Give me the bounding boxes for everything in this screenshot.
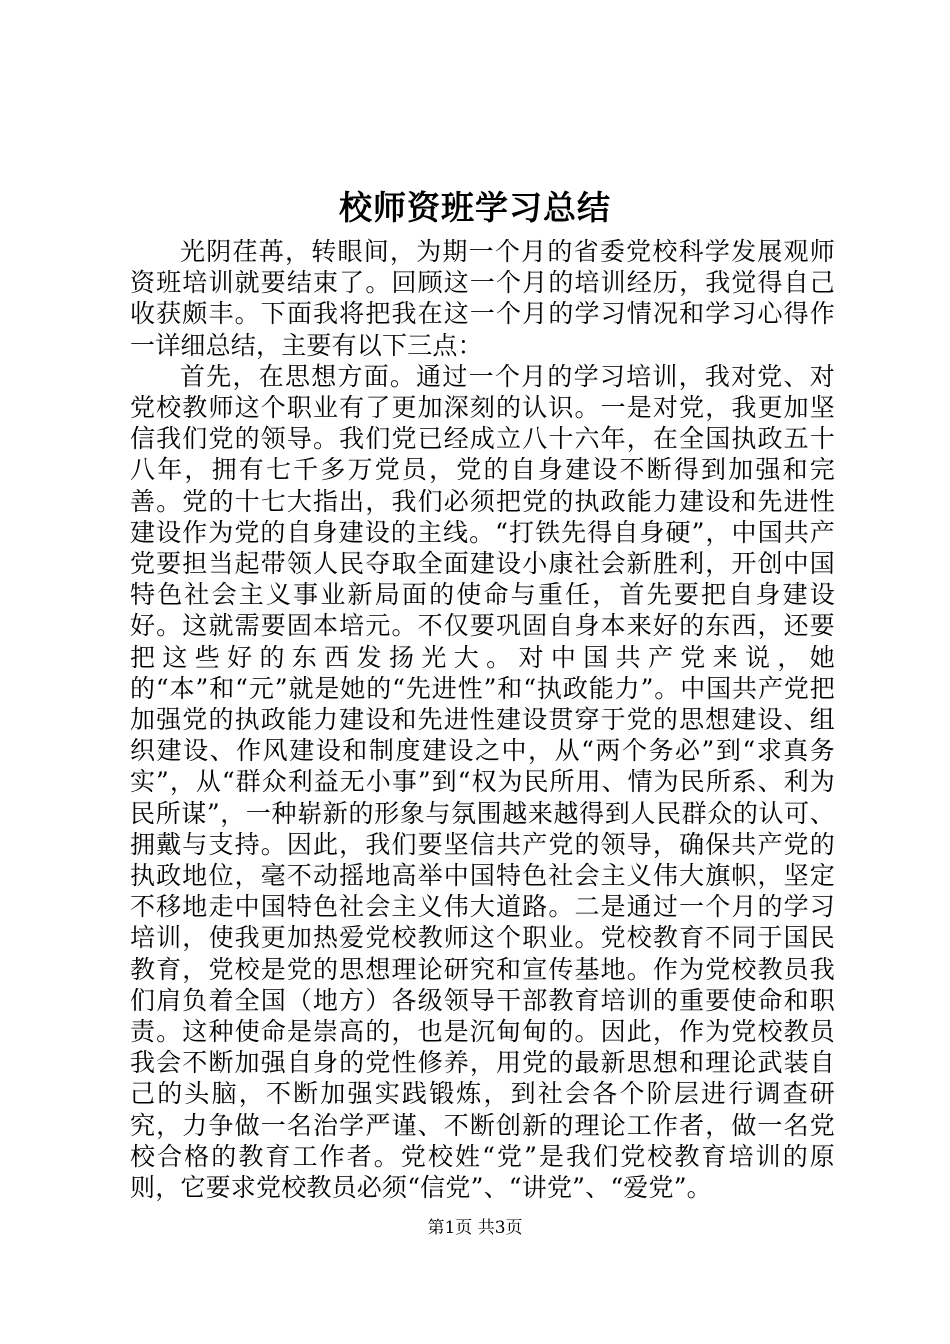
page-number-footer: 第1页 共3页 [427,1218,523,1238]
document-body [130,236,835,1203]
paragraph-first-point: 首先，在思想方面。通过一个月的学习培训，我对党、对党校教师这个职业有了更加深刻的认识。一是对党，我更加坚信我们党的领导。我们党已经成立八十六年，在全国执政五十八年，拥有七千多万党员，党的自身建设不断得到加强和完善。党的十七大指出，我们必须把党的执政能力建设和先进性建设作为党的自身建设的主线。“打铁先得自身硬”，中国共产党要担当起带领人民夺取全面建设小康社会新胜利，开创中国特色社会主义事业新局面的使命与重任，首先要把自身建设好。这就需要固本培元。不仅要巩固自身本来好的东西，还要把这些好的东西发扬光大。对中国共产党来说，她的“本”和“元”就是她的“先进性”和“执政能力”。中国共产党把加强党的执政能力建设和先进性建设贯穿于党的思想建设、组织建设、作风建设和制度建设之中，从“两个务必”到“求真务实”，从“群众利益无小事”到“权为民所用、情为民所系、利为民所谋”，一种崭新的形象与氛围越来越得到人民群众的认可、拥戴与支持。因此，我们要坚信共产党的领导，确保共产党的执政地位，毫不动摇地高举中国特色社会主义伟大旗帜，坚定不移地走中国特色社会主义伟大道路。二是通过一个月的学习培训，使我更加热爱党校教师这个职业。党校教育不同于国民教育，党校是党的思想理论研究和宣传基地。作为党校教员我们肩负着全国（地方）各级领导干部教育培训的重要使命和职责。这种使命是崇高的，也是沉甸甸的。因此，作为党校教员我会不断加强自身的党性修养，用党的最新思想和理论武装自己的头脑，不断加强实践锻炼，到社会各个阶层进行调查研究，力争做一名治学严谨、不断创新的理论工作者，做一名党校合格的教育工作者。党校姓“党”是我们党校教育培训的原则，它要求党校教员必须“信党”、“讲党”、“爱党”。 [130,361,835,1203]
document-title: 校师资班学习总结 [339,188,611,227]
paragraph-intro: 光阴荏苒，转眼间，为期一个月的省委党校科学发展观师资班培训就要结束了。回顾这一个月的培训经历，我觉得自己收获颇丰。下面我将把我在这一个月的学习情况和学习心得作一详细总结，主要有以下三点： [130,237,835,360]
